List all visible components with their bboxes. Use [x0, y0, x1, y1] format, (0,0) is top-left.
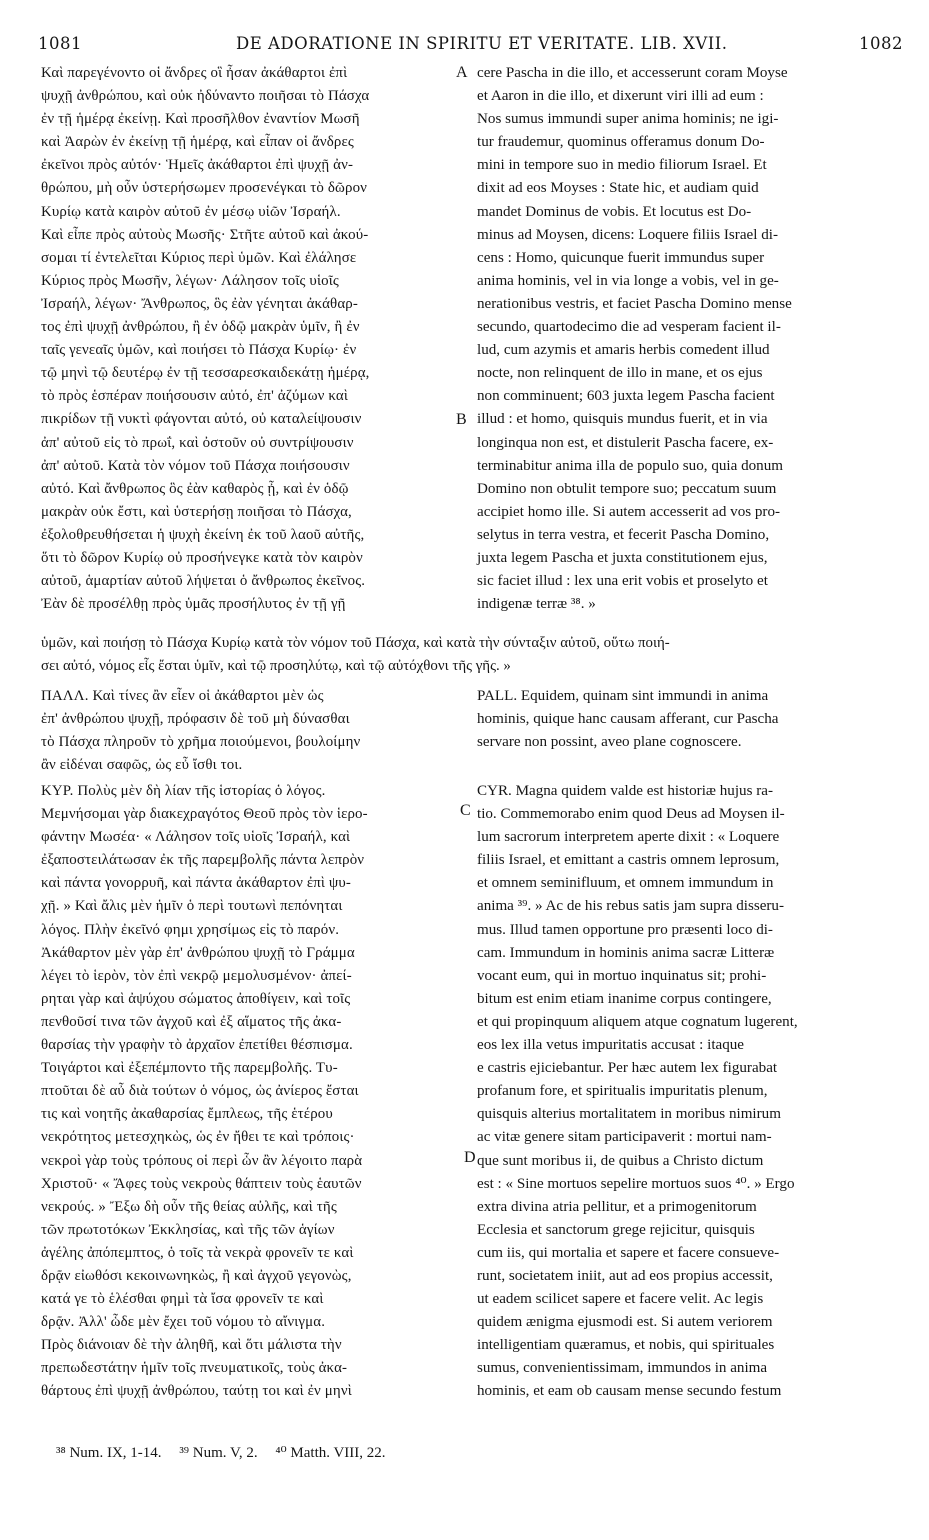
text-line: filiis Israel, et emittant a castris omnem leprosum,: [477, 852, 780, 869]
text-line: longinqua non est, et distulerit Pascha facere, ex-: [477, 434, 774, 451]
text-line: terminabitur anima illa de populo suo, quia donum: [477, 457, 784, 474]
text-line: ψυχῇ ἀνθρώπου, καὶ οὐκ ἠδύναντο ποιῆσαι τὸ Πάσχα: [41, 88, 370, 105]
footnotes: [56, 1443, 400, 1462]
text-line: κατά γε τὸ ἑλέσθαι φημὶ τὰ ἴσα φρονεῖν τε καὶ: [41, 1291, 324, 1308]
text-line: ἂν εἰδέναι σαφῶς, ὡς εὖ ἴσθι τοι.: [41, 757, 243, 774]
text-line: lud, cum azymis et amaris herbis comedent illud: [477, 342, 770, 359]
footnote-38: ³⁸ Num. IX, 1-14.: [56, 1445, 162, 1461]
text-line: ac vitæ genere sitam participaverit : mortui nam-: [477, 1129, 772, 1146]
text-line: et omnem seminifluum, et omnem immundum in: [477, 875, 774, 892]
text-line: νεκρούς. » Ἔξω δὴ οὖν τῆς θείας αὐλῆς, καὶ τῆς: [41, 1198, 337, 1215]
text-line: αὐτοῦ, ἁμαρτίαν αὐτοῦ λήψεται ὁ ἄνθρωπος ἐκεῖνος.: [41, 573, 366, 590]
text-line: Ἰσραήλ, λέγων· Ἄνθρωπος, ὃς ἐὰν γένηται ἀκάθαρ-: [41, 295, 358, 312]
text-line: δρᾷν εἰωθόσι κεκοινωνηκὼς, ἢ καὶ ἀγχοῦ γεγονὼς,: [41, 1267, 352, 1284]
text-line: ἀγέλης ἀπόπεμπτος, ὁ τοῖς τὰ νεκρὰ φρονεῖν τε καὶ: [41, 1244, 354, 1261]
footnote-40: ⁴⁰ Matth. VIII, 22.: [275, 1445, 386, 1461]
text-line: quidem ænigma ejusmodi est. Si autem veriorem: [477, 1314, 773, 1331]
text-line: selytus in terra vestra, et fecerit Pascha Domino,: [477, 526, 770, 543]
text-line: PALL. Equidem, quinam sint immundi in anima: [477, 688, 769, 704]
text-line: mandet Dominus de vobis. Et locutus est Do-: [477, 203, 752, 220]
text-line: Nos sumus immundi super anima hominis; ne igi-: [477, 111, 779, 128]
text-line: τῷ μηνὶ τῷ δευτέρῳ ἐν τῇ τεσσαρεσκαιδεκάτῃ ἡμέρᾳ,: [41, 365, 370, 382]
text-line: tio. Commemorabo enim quod Deus ad Moysen il-: [477, 806, 785, 823]
text-line: anima hominis, vel in via longe a vobis, vel in ge-: [477, 272, 779, 289]
text-line: πενθοῦσί τινα τῶν ἀγχοῦ καὶ ἐξ αἵματος τῆς ἀκα-: [41, 1013, 342, 1030]
text-line: σομαι τί ἐντελεῖται Κύριος περὶ ὑμῶν. Καὶ ἐλάλησε: [41, 249, 357, 266]
text-line: τὸ πρὸς ἑσπέραν ποιήσουσιν αὐτό, ἐπ' ἀζύμων καὶ: [41, 388, 349, 405]
text-line: que sunt moribus ii, de quibus a Christo dictum: [477, 1152, 764, 1169]
text-line: cens : Homo, quicunque fuerit immundus super: [477, 249, 765, 266]
text-line: sumus, convenientissimam, immundos in anima: [477, 1360, 768, 1377]
text-line: Ἀκάθαρτον μὲν γὰρ ἐπ' ἀνθρώπου ψυχῇ τὸ Γράμμα: [41, 944, 355, 961]
text-line: θρώπου, μὴ οὖν ὑστερήσωμεν προσενέγκαι τὸ δῶρον: [41, 180, 368, 197]
text-line: Κύριος πρὸς Μωσῆν, λέγων· Λάλησον τοῖς υἱοῖς: [41, 272, 339, 289]
text-line: ἀπ' αὐτοῦ εἰς τὸ πρωΐ, καὶ ὀστοῦν οὐ συντρίψουσιν: [41, 434, 354, 451]
page-number-left: 1081: [38, 34, 82, 53]
text-line: et qui propinquum aliquem atque cognatum lugerent,: [477, 1013, 798, 1030]
text-line: vocant eum, qui in mortuo inquinatus sit; prohi-: [477, 967, 767, 984]
greek-column-top: [41, 62, 459, 616]
text-line: indigenæ terræ ³⁸. »: [477, 596, 596, 613]
text-line: τος ἐπὶ ψυχῇ ἀνθρώπου, ἢ ἐν ὁδῷ μακρὰν ὑμῖν, ἢ ἐν: [41, 319, 360, 336]
text-line: non comminuent; 603 juxta legem Pascha facient: [477, 388, 775, 405]
text-line: πτοῦται δὲ αὖ διὰ τούτων ὁ νόμος, ὡς ἀνίερος ἔσται: [41, 1083, 359, 1100]
text-line: λέγει τὸ ἱερὸν, τὸν ἐπὶ νεκρῷ μεμολυσμένον· ἀπεί-: [41, 967, 352, 984]
text-line: φάντην Μωσέα· « Λάλησον τοῖς υἱοῖς Ἰσραήλ, καὶ: [41, 829, 351, 846]
text-line: τὸ Πάσχα πληροῦν τὸ χρῆμα ποιούμενοι, βουλοίμην: [41, 734, 361, 751]
text-line: θάρτους ἐπὶ ψυχῇ ἀνθρώπου, ταύτῃ τοι καὶ ἐν μηνὶ: [41, 1383, 352, 1400]
text-line: δρᾷν. Ἀλλ' ὧδε μὲν ἔχει τοῦ νόμου τὸ αἴνιγμα.: [41, 1314, 326, 1331]
text-line: et Aaron in die illo, et dixerunt viri illi ad eum :: [477, 88, 764, 105]
text-line: νεκροὶ γὰρ τοὺς τρόπους οἱ περὶ ὧν ἂν λέγοιτο παρὰ: [41, 1152, 363, 1169]
text-line: μακρὰν οὐκ ἔστι, καὶ ὑστερήσῃ ποιῆσαι τὸ Πάσχα,: [41, 503, 352, 520]
text-line: mus. Illud tamen opportune pro præsenti loco di-: [477, 921, 773, 938]
margin-marker-a: A: [456, 64, 468, 81]
text-line: Καὶ εἶπε πρὸς αὐτοὺς Μωσῆς· Στῆτε αὐτοῦ καὶ ἀκού-: [41, 226, 369, 243]
text-line: lum sacrorum interpretem aperte dixit : « Loquere: [477, 829, 780, 846]
text-line: νεκρότητος μετεσχηκὼς, ὡς ἐν ἤθει τε καὶ τρόποις·: [41, 1129, 355, 1146]
margin-marker-b: B: [456, 411, 467, 428]
text-line: ἐκεῖνοι πρὸς αὐτόν· Ἡμεῖς ἀκάθαρτοι ἐπὶ ψυχῇ ἀν-: [41, 157, 354, 174]
latin-column-top: [477, 62, 901, 616]
running-header: [0, 34, 929, 58]
text-line: runt, societatem iniit, aut ad eos propius accessit,: [477, 1267, 773, 1284]
latin-cyr-paragraph: [477, 780, 901, 1404]
text-line: ἀπ' αὐτοῦ. Κατὰ τὸν νόμον τοῦ Πάσχα ποιήσουσιν: [41, 457, 350, 474]
text-line: τῶν πρωτοτόκων Ἐκκλησίας, καὶ τῆς τῶν ἁγίων: [41, 1221, 335, 1238]
text-line: Καὶ παρεγένοντο οἱ ἄνδρες οἳ ἦσαν ἀκάθαρτοι ἐπὶ: [41, 65, 348, 81]
text-line: ut eadem scilicet sapere et facere velit. Ac legis: [477, 1291, 764, 1308]
text-line: ἐξαποστειλάτωσαν ἐκ τῆς παρεμβολῆς πάντα λεπρὸν: [41, 852, 365, 869]
footnote-39: ³⁹ Num. V, 2.: [179, 1445, 258, 1461]
text-line: sic faciet illud : lex una erit vobis et proselyto et: [477, 573, 768, 590]
text-line: ΠΑΛΛ. Καὶ τίνες ἂν εἶεν οἱ ἀκάθαρτοι μὲν ὡς: [41, 688, 324, 704]
text-line: extra divina atria pellitur, et a primogenitorum: [477, 1198, 757, 1215]
text-line: hominis, quique hanc causam afferant, cur Pascha: [477, 711, 779, 728]
text-line: ταῖς γενεαῖς ὑμῶν, καὶ ποιήσει τὸ Πάσχα Κυρίῳ· ἐν: [41, 342, 357, 359]
text-line: τις καὶ νοητῆς ἀκαθαρσίας ἔμπλεως, τῆς ἑτέρου: [41, 1106, 333, 1123]
text-line: est : « Sine mortuos sepelire mortuos suos ⁴⁰. » Ergo: [477, 1175, 795, 1192]
text-line: tur fraudemur, quominus offeramus donum Do-: [477, 134, 765, 151]
page-number-right: 1082: [859, 34, 903, 53]
text-line: nocte, non relinquent de illo in mane, et os ejus: [477, 365, 763, 382]
text-line: minus ad Moysen, dicens: Loquere filiis Israel di-: [477, 226, 778, 243]
text-line: αὐτό. Καὶ ἄνθρωπος ὃς ἐὰν καθαρὸς ᾖ, καὶ ἐν ὁδῷ: [41, 480, 349, 497]
text-line: quisquis alterius mortalitatem in moribus nimirum: [477, 1106, 781, 1123]
greek-pall-paragraph: [41, 685, 459, 777]
text-line: cere Pascha in die illo, et accesserunt coram Moyse: [477, 65, 788, 81]
text-line: juxta legem Pascha et juxta constitutionem ejus,: [477, 549, 768, 566]
text-line: anima ³⁹. » Ac de his rebus satis jam supra disseru-: [477, 898, 784, 915]
text-line: ρηται γὰρ καὶ ἀψύχου σώματος ἀποθίγειν, καὶ τοῖς: [41, 990, 351, 1007]
text-line: Domino non obtulit tempore suo; peccatum suum: [477, 480, 777, 497]
text-line: χῇ. » Καὶ ἄλις μὲν ἡμῖν ὁ περὶ τουτωνὶ πεπόνηται: [41, 898, 343, 915]
text-line: cum iis, qui mortalia et sapere et facere consueve-: [477, 1244, 780, 1261]
text-line: Κυρίῳ κατὰ καιρὸν αὐτοῦ ἐν μέσῳ υἱῶν Ἰσραήλ.: [41, 203, 341, 220]
text-line: ΚΥΡ. Πολὺς μὲν δὴ λίαν τῆς ἱστορίας ὁ λόγος.: [41, 783, 326, 799]
text-line: Πρὸς διάνοιαν δὲ τὴν ἀληθῆ, καὶ ὅτι μάλιστα τὴν: [41, 1337, 342, 1354]
text-line: bitum est enim etiam inanime corpus contingere,: [477, 990, 772, 1007]
text-line: dixit ad eos Moyses : State hic, et audiam quid: [477, 180, 759, 197]
text-line: πρεπωδεστάτην ἡμῖν τοῖς πνευματικοῖς, τοὺς ἀκα-: [41, 1360, 348, 1377]
text-line: nerationibus vestris, et faciet Pascha Domino mense: [477, 295, 792, 312]
text-line: σει αὐτό, νόμος εἷς ἔσται ὑμῖν, καὶ τῷ προσηλύτῳ, καὶ τῷ αὐτόχθονι τῆς γῆς. »: [41, 658, 511, 675]
text-line: θαρσίας τὴν γραφὴν τὸ ἀρχαῖον ἐπετίθει θέσπισμα.: [41, 1037, 353, 1054]
text-line: ἐν τῇ ἡμέρᾳ ἐκείνῃ. Καὶ προσῆλθον ἐναντίον Μωσῆ: [41, 111, 360, 128]
text-line: secundo, quartodecimo die ad vesperam facient il-: [477, 319, 781, 336]
text-line: servare non possint, aveo plane cognoscere.: [477, 734, 742, 751]
text-line: λόγος. Πλὴν ἐκεῖνό φημι χρησίμως εἰς τὸ παρόν.: [41, 921, 340, 938]
text-line: ὅτι τὸ δῶρον Κυρίῳ οὐ προσήνεγκε κατὰ τὸν καιρὸν: [41, 549, 363, 566]
text-line: intelligentiam quæramus, et nobis, qui spirituales: [477, 1337, 775, 1354]
text-line: Χριστοῦ· « Ἄφες τοὺς νεκροὺς θάπτειν τοὺς ἑαυτῶν: [41, 1175, 362, 1192]
text-line: mini in tempore suo in medio filiorum Israel. Et: [477, 157, 767, 174]
text-line: Μεμνήσομαι γὰρ διακεχραγότος Θεοῦ πρὸς τὸν ἱερο-: [41, 806, 368, 823]
text-line: ὑμῶν, καὶ ποιήσῃ τὸ Πάσχα Κυρίῳ κατὰ τὸν νόμον τοῦ Πάσχα, καὶ κατὰ τὴν σύνταξιν αὐτοῦ, οὕτω ποιή-: [41, 635, 670, 651]
text-line: καὶ Ἀαρὼν ἐν ἐκείνῃ τῇ ἡμέρᾳ, καὶ εἶπαν οἱ ἄνδρες: [41, 134, 354, 151]
text-line: hominis, et eam ob causam mense secundo festum: [477, 1383, 782, 1400]
text-line: ἐξολοθρευθήσεται ἡ ψυχὴ ἐκείνη ἐκ τοῦ λαοῦ αὐτῆς,: [41, 526, 365, 543]
text-line: Τοιγάρτοι καὶ ἐξεπέμποντο τῆς παρεμβολῆς. Τυ-: [41, 1060, 338, 1077]
text-line: accipiet homo ille. Si autem accesserit ad vos pro-: [477, 503, 781, 520]
text-line: CYR. Magna quidem valde est historiæ hujus ra-: [477, 783, 773, 799]
text-line: ἐπ' ἀνθρώπου ψυχῇ, πρόφασιν δὲ τοῦ μὴ δύνασθαι: [41, 711, 350, 728]
greek-full-width-passage: [41, 632, 903, 678]
margin-marker-d: D: [464, 1149, 476, 1166]
text-line: καὶ πάντα γονορρυῆ, καὶ πάντα ἀκάθαρτον ἐπὶ ψυ-: [41, 875, 352, 892]
running-title: DE ADORATIONE IN SPIRITU ET VERITATE. LIB. XVII.: [236, 34, 728, 53]
text-line: cam. Immundum in hominis anima sacræ Litteræ: [477, 944, 775, 961]
text-line: Ecclesia et sanctorum grege rejicitur, quisquis: [477, 1221, 755, 1238]
text-line: πικρίδων τῇ νυκτὶ φάγονται αὐτό, οὐ καταλείψουσιν: [41, 411, 362, 428]
greek-cyr-paragraph: [41, 780, 459, 1404]
margin-marker-c: C: [460, 802, 471, 819]
text-line: e castris ejiciebantur. Per hæc autem lex figurabat: [477, 1060, 778, 1077]
text-line: illud : et homo, quisquis mundus fuerit, et in via: [477, 411, 768, 428]
text-line: Ἐὰν δὲ προσέλθῃ πρὸς ὑμᾶς προσήλυτος ἐν τῇ γῇ: [41, 596, 346, 613]
text-line: eos lex illa vetus impuritatis accusat : itaque: [477, 1037, 745, 1054]
latin-pall-paragraph: [477, 685, 901, 754]
text-line: profanum fore, et spiritualis impuritatis plenum,: [477, 1083, 768, 1100]
